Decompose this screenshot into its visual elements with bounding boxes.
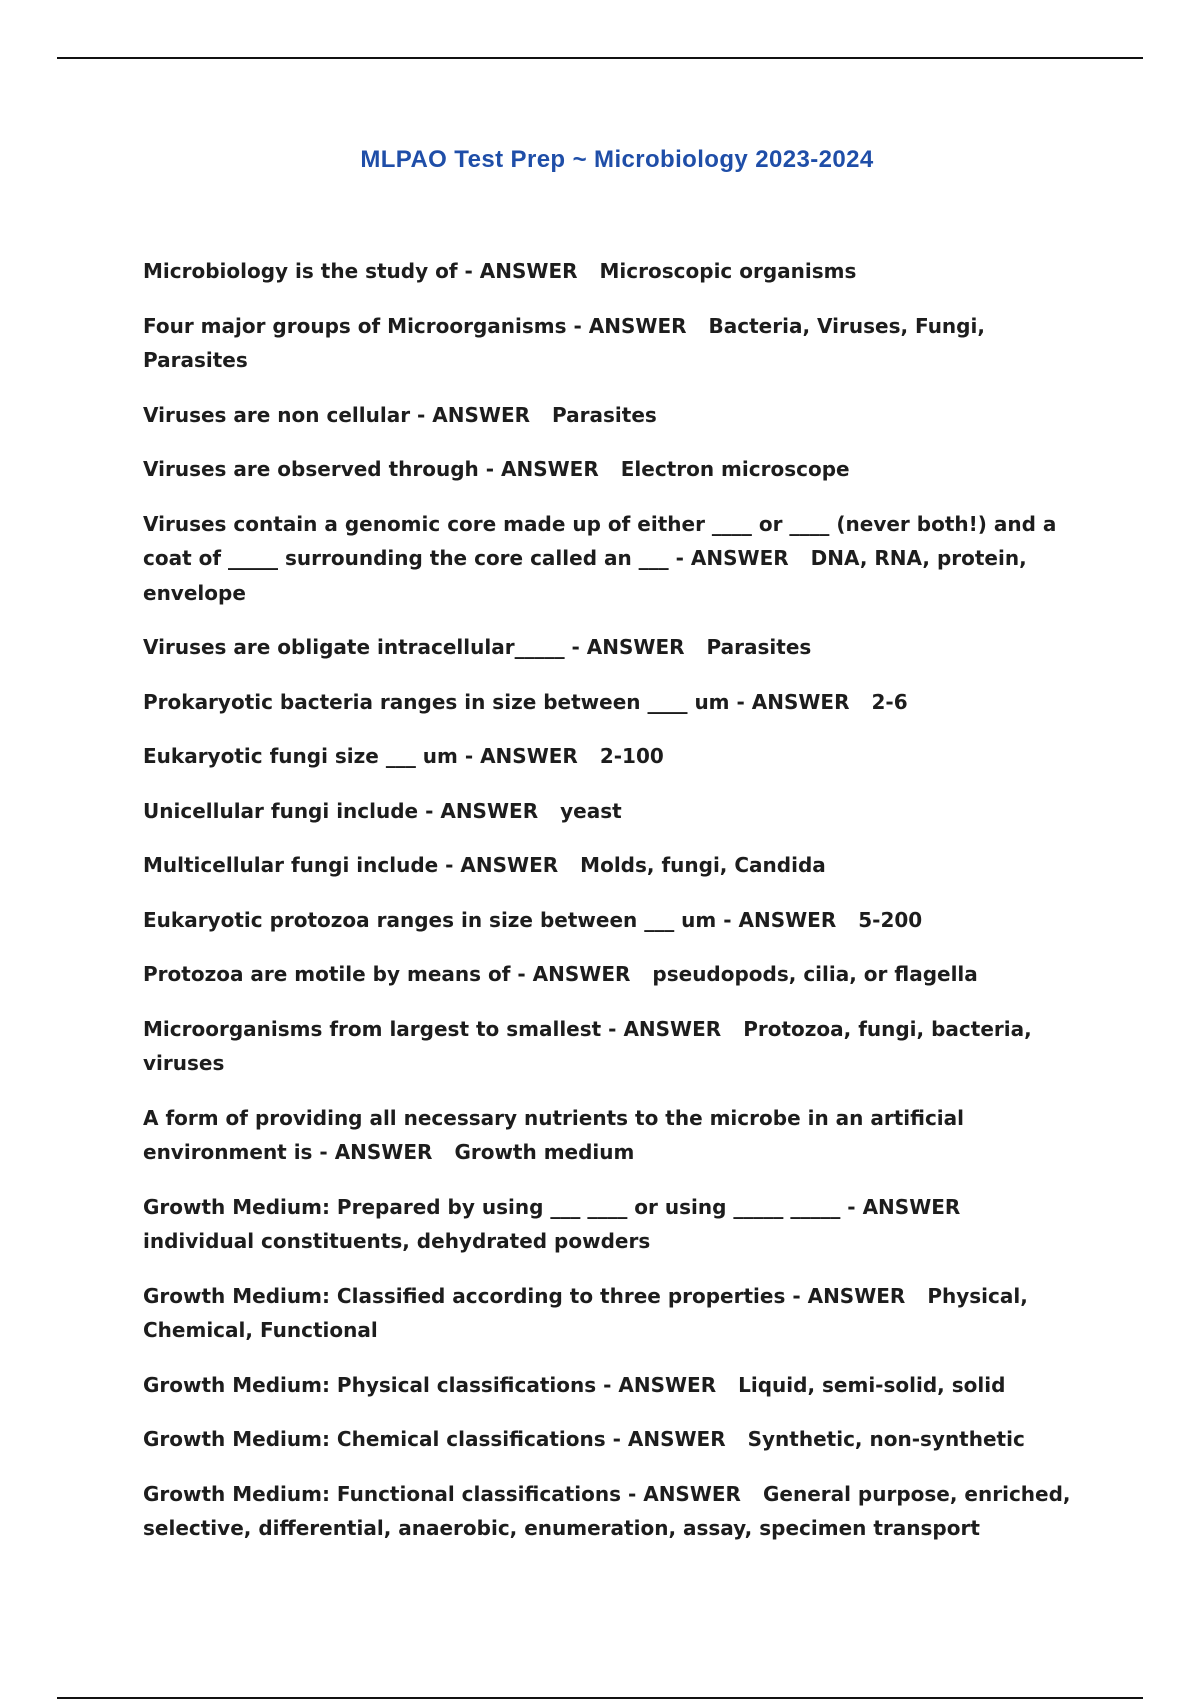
qa-item <box>143 957 1093 992</box>
answer-text: Synthetic, non-synthetic <box>747 1427 1025 1451</box>
question-text: A form of providing all necessary nutrients to the microbe in an artificial environment is - ANSWER <box>143 1105 965 1164</box>
answer-text: Parasites <box>706 635 812 659</box>
qa-item <box>143 1368 1093 1403</box>
qa-item <box>143 794 1093 829</box>
question-text: Four major groups of Microorganisms - ANSWER <box>143 313 687 338</box>
answer-text: Bacteria, Viruses, Fungi, Parasites <box>143 313 985 372</box>
answer-text: Microscopic organisms <box>599 259 857 283</box>
qa-item <box>143 452 1093 487</box>
answer-text: Growth medium <box>454 1140 635 1164</box>
qa-item <box>143 398 1093 433</box>
question-text: Microbiology is the study of - ANSWER <box>143 259 578 283</box>
qa-item <box>143 903 1093 938</box>
question-text: Multicellular fungi include - ANSWER <box>143 853 559 877</box>
document-title: MLPAO Test Prep ~ Microbiology 2023-2024 <box>360 146 874 173</box>
question-text: Microorganisms from largest to smallest - ANSWER <box>143 1016 722 1041</box>
question-text: Prokaryotic bacteria ranges in size between ____ um - ANSWER <box>143 689 850 714</box>
question-text: Growth Medium: Functional classifications - ANSWER <box>143 1481 741 1506</box>
answer-text: 5-200 <box>858 907 923 932</box>
qa-item <box>143 848 1093 883</box>
qa-item <box>143 254 1093 289</box>
answer-text: Electron microscope <box>620 457 850 481</box>
answer-text: individual constituents, dehydrated powders <box>143 1229 651 1253</box>
question-text: Eukaryotic protozoa ranges in size between ___ um - ANSWER <box>143 907 837 932</box>
answer-text: Molds, fungi, Candida <box>580 853 826 877</box>
answer-text: Parasites <box>552 402 657 427</box>
answer-text: 2-100 <box>599 744 664 768</box>
answer-text: Liquid, semi-solid, solid <box>738 1372 1006 1397</box>
qa-item <box>143 630 1093 665</box>
qa-item <box>143 1279 1093 1348</box>
qa-item <box>143 507 1093 611</box>
qa-item <box>143 1190 1093 1259</box>
answer-text: General purpose, enriched, selective, differential, anaerobic, enumeration, assay, specimen transport <box>143 1481 1071 1540</box>
answer-text: pseudopods, cilia, or flagella <box>652 962 978 986</box>
qa-item <box>143 309 1093 378</box>
qa-item <box>143 1101 1093 1170</box>
answer-text: yeast <box>560 798 622 823</box>
question-text: Viruses contain a genomic core made up of either ____ or ____ (never both!) and a coat of _____ surrounding the core called an ___ - ANSWER <box>143 511 1057 570</box>
qa-item <box>143 1422 1093 1457</box>
top-rule <box>57 57 1143 59</box>
question-text: Viruses are obligate intracellular_____ - ANSWER <box>143 635 685 659</box>
qa-item <box>143 685 1093 720</box>
question-text: Growth Medium: Chemical classifications - ANSWER <box>143 1427 726 1451</box>
question-text: Viruses are non cellular - ANSWER <box>143 402 531 427</box>
answer-text: Protozoa, fungi, bacteria, viruses <box>143 1016 1032 1075</box>
qa-item <box>143 739 1093 774</box>
question-text: Growth Medium: Physical classifications - ANSWER <box>143 1372 717 1397</box>
bottom-rule <box>57 1697 1143 1699</box>
qa-item <box>143 1477 1093 1546</box>
answer-text: Physical, Chemical, Functional <box>143 1283 1028 1342</box>
question-text: Growth Medium: Classified according to three properties - ANSWER <box>143 1283 906 1308</box>
question-text: Eukaryotic fungi size ___ um - ANSWER <box>143 744 578 768</box>
question-text: Unicellular fungi include - ANSWER <box>143 798 539 823</box>
qa-item <box>143 1012 1093 1081</box>
qa-list <box>143 254 1093 1566</box>
question-text: Growth Medium: Prepared by using ___ ____ or using _____ _____ - ANSWER <box>143 1194 961 1219</box>
question-text: Viruses are observed through - ANSWER <box>143 457 599 481</box>
answer-text: DNA, RNA, protein, envelope <box>143 546 1027 605</box>
question-text: Protozoa are motile by means of - ANSWER <box>143 962 631 986</box>
answer-text: 2-6 <box>871 689 908 714</box>
